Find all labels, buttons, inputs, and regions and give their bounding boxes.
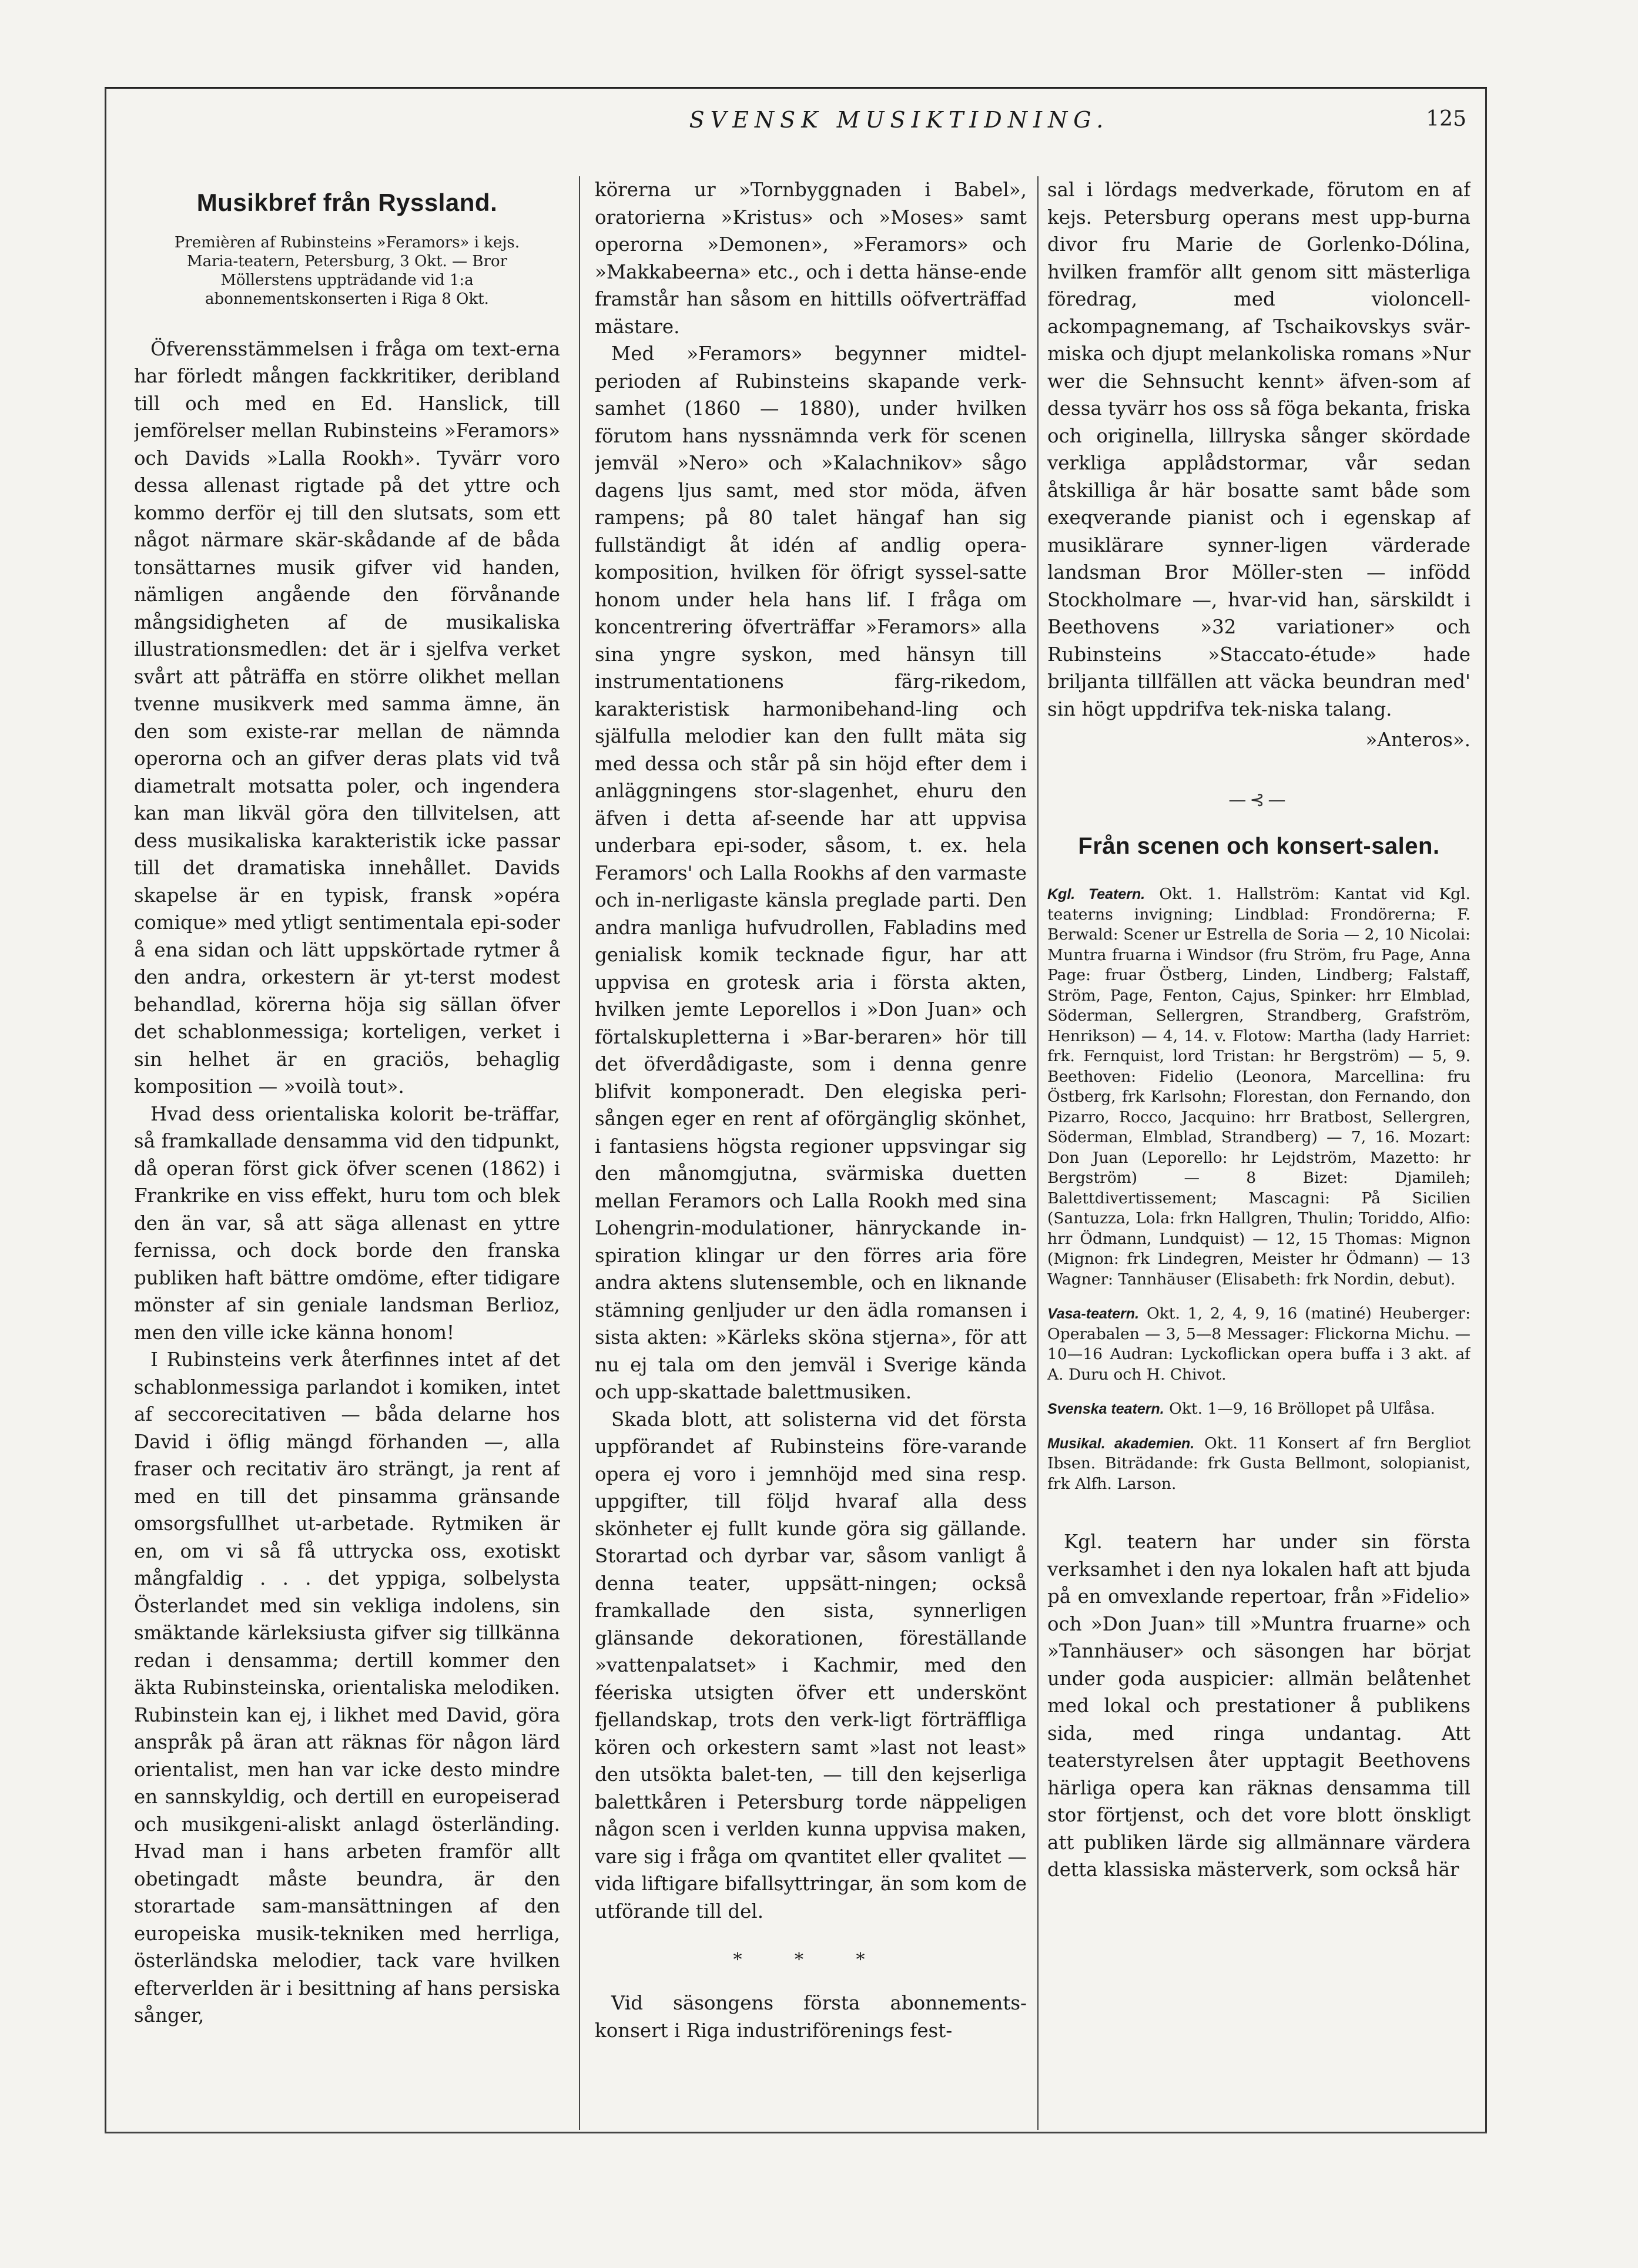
page-number: 125 (1426, 107, 1466, 131)
listing-entry (1047, 1399, 1470, 1420)
top-border-rule (105, 87, 1487, 89)
listing-entry (1047, 1304, 1470, 1385)
entry-venue: Vasa-teatern. (1047, 1306, 1140, 1322)
section-break-stars: * * * (733, 1950, 889, 1970)
listing-entry (1047, 1434, 1470, 1495)
article-paragraph: Kgl. teatern har under sin första verksamhet i den nya lokalen haft att bjuda på en omvexlande repertoar, från »Fidelio» och »Don Juan» till »Muntra fruarne» och »Tannhäuser» och säsongen har börjat under goda auspicier: allmän belåtenhet med lokal och prestationer å publikens sida, med ringa undantag. Att teaterstyrelsen åter upptagit Beethovens härliga opera kan räknas densamma till stor förtjenst, och det vore blott önskligt att publiken lärde sig allmännare värdera detta klassiska mästerverk, som också här (1047, 1531, 1470, 1881)
article-title: Musikbref från Ryssland. (196, 189, 498, 216)
article-paragraph: Hvad dess orientaliska kolorit be-träffar, så framkallade densamma vid den tidpunkt, då operan först gick öfver scenen (1862) i Frankrike en viss effekt, huru tom och blek den än var, så att säga allenast en yttre fernissa, och dock borde den franska publiken haft bättre omdöme, efter tidigare mönster af sin geniale landsman Berlioz, men den ville icke känna honom! (134, 1102, 560, 1344)
column-1 (134, 176, 560, 2127)
column-2 (595, 176, 1027, 2127)
article-paragraph: Vid säsongens första abonnements-konsert i Riga industriförenings fest- (595, 1992, 1027, 2042)
column-divider-2 (1037, 176, 1039, 2130)
entry-text: Okt. 11 Konsert af frn Bergliot Ibsen. Biträdande: frk Gusta Bellmont, solopianist, frk Alfh. Larson. (1047, 1434, 1470, 1493)
entry-text: Okt. 1. Hallström: Kantat vid Kgl. teaterns invigning; Lindblad: Frondörerna; F. Berwald: Scener ur Estrella de Soria — 2, 10 Nicolai: Muntra fruarna i Windsor (fru Ström, fru Page, Anna Page: fruar Östberg, Linden, Lindberg; Falstaff, Ström, Page, Fenton, Cajus, Spinker: hrr Elmblad, Söderman, Sellergren, Strandberg, Grafström, Henrikson) — 4, 14. v. Flotow: Martha (lady Harriet: frk. Fernquist, lord Tristan: hr Bergström) — 5, 9. Beethoven: Fidelio (Leonora, Marcellina: fru Östberg, frk Karlsohn; Florestan, don Fernando, don Pizarro, Rocco, Jacquino: hrr Bratbost, Sellergren, Söderman, Elmblad, Strandberg) — 7, 16. Mozart: Don Juan (Leporello: hr Lejdström, Mazetto: hr Bergström) — 8 Bizet: Djamileh; Balettdivertissement; Mascagni: På Sicilien (Santuzza, Lola: frkn Hallgren, Thulin; Toriddo, Alfio: hrr Ödmann, Lundquist) — 12, 15 Thomas: Mignon (Mignon: frk Lindegren, Meister hr Ödmann) — 13 Wagner: Tannhäuser (Elisabeth: frk Nordin, debut). (1047, 885, 1470, 1289)
entry-venue: Svenska teatern. (1047, 1401, 1164, 1417)
article-paragraph: Med »Feramors» begynner midtel-perioden af Rubinsteins skapande verk-samhet (1860 — 1880), under hvilken förutom hans nyssnämnda verk för scenen jemväl »Nero» och »Kalachnikov» sågo dagens ljus samt, med stor möda, äfven rampens; på 80 talet hängaf han sig fullständigt åt idén af andlig opera-komposition, hvilken för öfrigt syssel-satte honom under hela hans lif. I fråga om koncentrering öfverträffar »Feramors» alla sina yngre syskon, med hänsyn till instrumentationens färg-rikedom, karakteristisk harmonibehand-ling och själfulla melodier kan den fullt mäta sig med dessa och står på sin höjd efter dem i anläggningens stor-slagenhet, ehuru den äfven i detta af-seende har att uppvisa underbara epi-soder, såsom, t. ex. hela Feramors' och Lalla Rookhs af den varmaste och in-nerligaste känsla preglade parti. Den andra manliga hufvudrollen, Fabladins med genialisk komik tecknade figur, har att uppvisa en grotesk aria i första akten, hvilken jemte Leporellos i »Don Juan» och förtalskupletterna i »Bar-beraren» hör till det öfverdådigaste, som i denna genre blifvit komponeradt. Den elegiska peri-sången eger en rent af oförgänglig skönhet, i fantasiens högsta regioner uppsvingar sig den månomgjutna, svärmiska duetten mellan Feramors och Lalla Rookh med sina Lohengrin-modulationer, hänryckande in-spiration klingar ur den förres aria före andra aktens slutensemble, och en liknande stämning genljuder ur den ädla romansen i sista akten: »Kärleks sköna stjerna», för att nu ej tala om den jemväl i Sverige kända och upp-skattade balettmusiken. (595, 343, 1027, 1403)
bottom-border-rule (105, 2132, 1487, 2133)
left-border-rule (105, 88, 106, 2133)
journal-title: SVENSK MUSIKTIDNING. (689, 107, 1110, 133)
author-signature: »Anteros». (1365, 729, 1470, 751)
listing-entry (1047, 884, 1470, 1290)
column-3 (1047, 176, 1470, 2127)
section-title: Från scenen och konsert-salen. (1078, 833, 1440, 859)
spacer (1047, 1508, 1470, 1528)
article-dateline: Premièren af Rubinsteins »Feramors» i kejs. Maria-teatern, Petersburg, 3 Okt. — Bror Möllerstens uppträdande vid 1:a abonnementskonserten i Riga 8 Okt. (174, 233, 520, 308)
right-border-rule (1485, 88, 1487, 2133)
article-paragraph: Öfverensstämmelsen i fråga om text-erna har förledt mången fackkritiker, deribland till och med en Ed. Hanslick, till jemförelser mellan Rubinsteins »Feramors» och Davids »Lalla Rookh». Tyvärr voro dessa allenast rigtade på det yttre och kommo derför ej till den slutsats, som ett något närmare skär-skådande af de båda tonsättarnes musik gifver vid handen, nämligen angående den förvånande mångsidigheten af de musikaliska illustrationsmedlen: det är i sjelfva verket svårt att påträffa en större olikhet mellan tvenne musikverk med samma ämne, än den som existe-rar mellan de nämnda operorna och an gifver deras plats vid två diametralt motsatta poler, och ingendera kan man likväl göra den tillvitelsen, att dess musikaliska karakteristik icke passar till det dramatiska innehållet. Davids skapelse är en typisk, fransk »opéra comique» med ytligt sentimentala epi-soder å ena sidan och lätt uppskörtade rytmer å den andra, orkestern är yt-terst modest behandlad, körerna höja sig sällan öfver det schablonmessiga; korteligen, verket i sin helhet är en graciös, behaglig komposition — »voilà tout». (134, 337, 560, 1098)
article-paragraph: I Rubinsteins verk återfinnes intet af det schablonmessiga parlandot i komiken, intet af seccorecitativen — båda delarne hos David i öflig mängd förhanden —, alla fraser och recitativ äro strängt, ja rent af med en till det pinsamma gränsande omsorgsfullhet ut-arbetade. Rytmiken är en, om vi så få uttrycka oss, exotiskt mångfaldig . . . det yppiga, solbelysta Österlandet med sin vekliga indolens, sin smäktande kärleksiusta gifver sig tillkänna redan i densamma; dertill kommer den äkta Rubinsteinska, orientaliska melodiken. Rubinstein kan ej, i likhet med David, göra anspråk på äran att räknas för någon lärd orientalist, men han var icke desto mindre en sannskyldig, och dertill en europeiserad och musikgeni-aliskt anlagd österländing. Hvad man i hans arbeten framför allt obetingadt måste beundra, är den storartade sam-mansättningen af den europeiska musik-tekniken med herrliga, österländska melodier, tack vare hvilken efterverlden är i besittning af hans persiska sånger, (134, 1348, 560, 2027)
running-head (106, 107, 1484, 142)
ornament-divider: —⊰— (1228, 789, 1289, 810)
article-paragraph: sal i lördags medverkade, förutom en af kejs. Petersburg operans mest upp-burna divor fru Marie de Gorlenko-Dólina, hvilken framför allt genom sitt mästerliga föredrag, med violoncell-ackompagnemang, af Tschaikovskys svär-miska och djupt melankoliska romans »Nur wer die Sehnsucht kennt» äfven-som af dessa tyvärr hos oss så föga bekanta, friska och originella, lillryska sånger skördade verkliga applådstormar, vår sedan åtskilliga år här bosatte samt både som exeqverande pianist och i egenskap af musiklärare synner-ligen värderade landsman Bror Möller-sten — infödd Stockholmare —, hvar-vid han, särskildt i Beethovens »32 variationer» och Rubinsteins »Staccato-étude» hade briljanta tillfällen att väcka beundran med' sin högt uppdrifva tek-niska talang. (1047, 179, 1470, 720)
entry-venue: Musikal. akademien. (1047, 1435, 1195, 1452)
entry-venue: Kgl. Teatern. (1047, 886, 1145, 902)
column-divider-1 (579, 176, 580, 2130)
article-paragraph: körerna ur »Tornbyggnaden i Babel», oratorierna »Kristus» och »Moses» samt operorna »Demonen», »Feramors» och »Makkabeerna» etc., och i detta hänse-ende framstår han såsom en hittills oöfverträffad mästare. (595, 179, 1027, 338)
article-paragraph: Skada blott, att solisterna vid det första uppförandet af Rubinsteins före-varande opera ej voro i jemnhöjd med sina resp. uppgifter, till följd hvaraf alla dess skönheter ej fullt kunde göra sig gällande. Storartad och dyrbar var, såsom vanligt å denna teater, uppsätt-ningen; också framkallade den sista, synnerligen glänsande dekorationen, föreställande »vattenpalatset» i Kachmir, med den féeriska utsigten öfver ett underskönt fjellandskap, trots den verk-ligt förträffliga kören och orkestern samt »last not least» den utsökta balet-ten, — till den kejserliga balettkåren i Petersburg torde näppeligen någon scen i verlden kunna uppvisa maken, vare sig i fråga om qvantitet eller qvalitet — vida liftigare bifallsyttringar, än som kom de utförande till del. (595, 1408, 1027, 1923)
entry-text: Okt. 1—9, 16 Bröllopet på Ulfåsa. (1169, 1400, 1435, 1418)
entry-text: Okt. 1, 2, 4, 9, 16 (matiné) Heuberger: Operabalen — 3, 5—8 Messager: Flickorna Michu. — 10—16 Audran: Lyckoflickan opera buffa i 3 akt. af A. Duru och H. Chivot. (1047, 1304, 1470, 1384)
